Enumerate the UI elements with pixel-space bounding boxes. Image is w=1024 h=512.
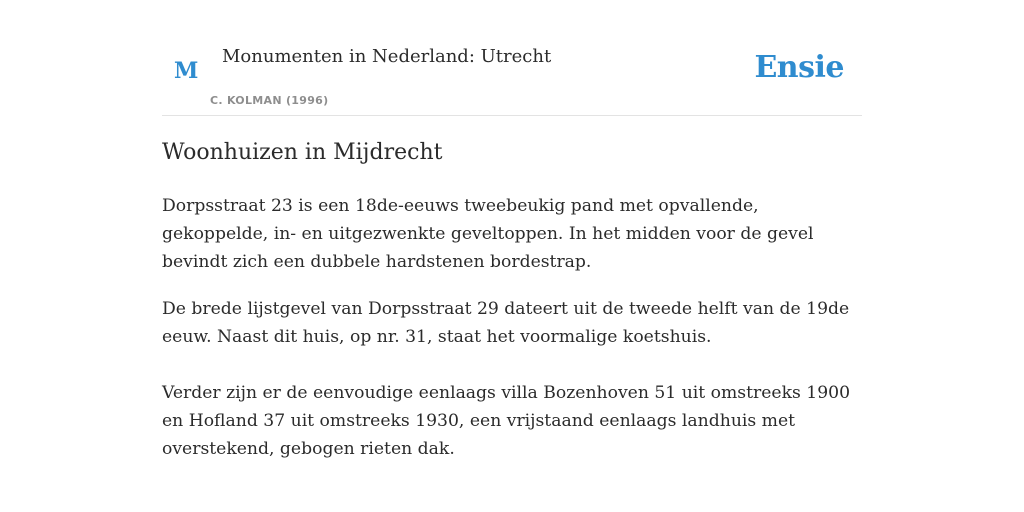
article-paragraph-2: De brede lijstgevel van Dorpsstraat 29 dateert uit de tweede helft van de 19de eeuw. Naast dit huis, op nr. 31, staat het voormalige koetshuis. [162,299,850,347]
article-header [162,0,862,116]
book-monogram-icon[interactable]: M [174,58,199,84]
book-author: C. KOLMAN (1996) [210,94,329,107]
article-paragraph-3: Verder zijn er de eenvoudige eenlaags villa Bozenhoven 51 uit omstreeks 1900 en Hofland 37 uit omstreeks 1930, een vrijstaand eenlaags landhuis met overstekend, gebogen rieten dak. [162,383,851,459]
book-title-link[interactable]: Monumenten in Nederland: Utrecht [222,46,552,67]
article-title: Woonhuizen in Mijdrecht [162,140,443,165]
article-paragraph-1: Dorpsstraat 23 is een 18de-eeuws tweebeukig pand met opvallende, gekoppelde, in- en uitgezwenkte geveltoppen. In het midden voor de gevel bevindt zich een dubbele hardstenen bordestrap. [162,196,814,272]
article-card [162,0,862,512]
ensie-logo[interactable]: Ensie [754,50,844,85]
